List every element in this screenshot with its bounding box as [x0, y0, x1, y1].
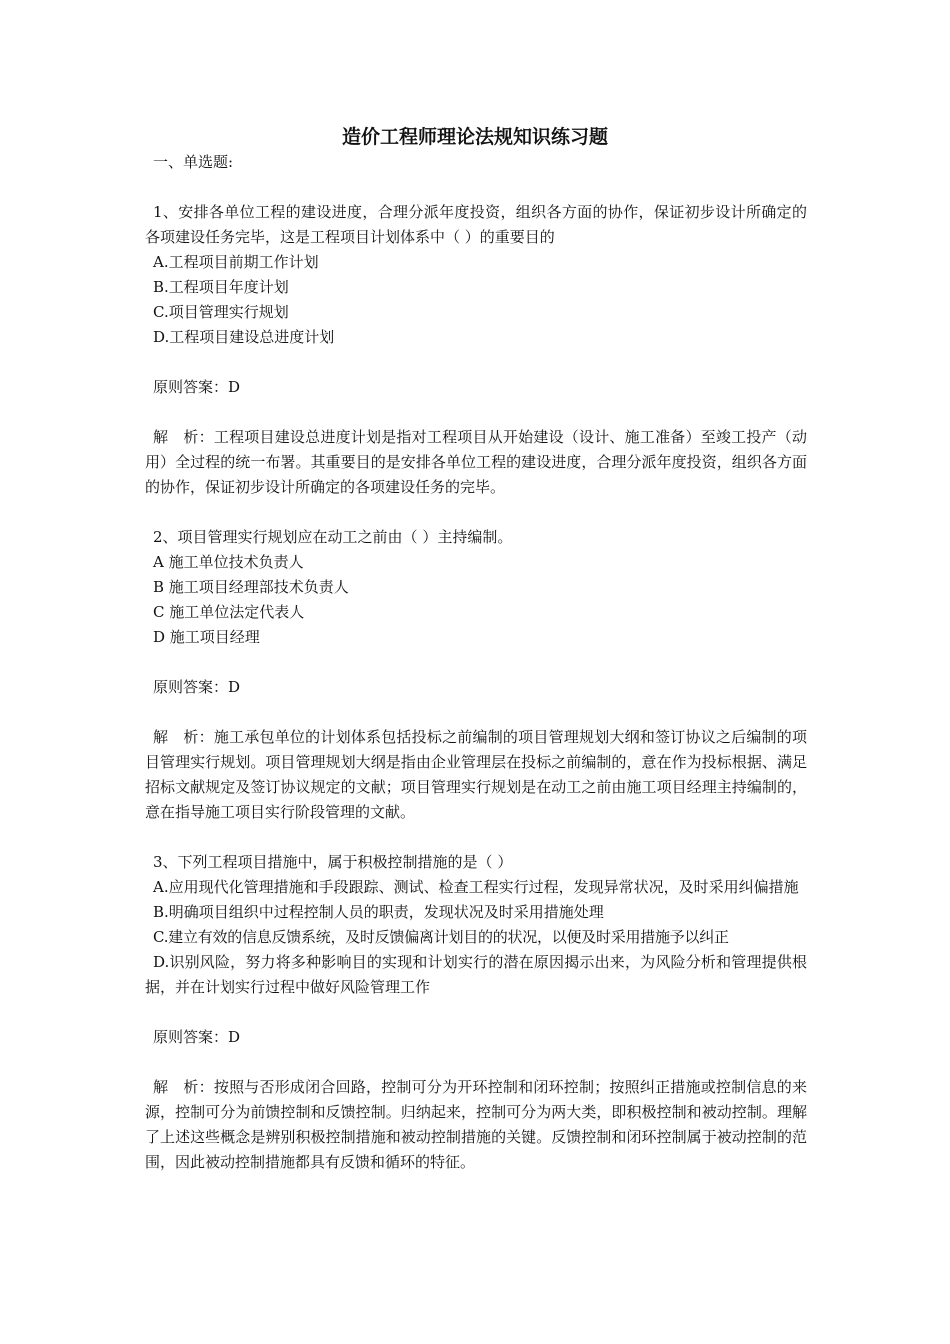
question-3-answer: 原则答案：D: [153, 1028, 241, 1046]
question-1-stem: 1、安排各单位工程的建设进度，合理分派年度投资，组织各方面的协作，保证初步设计所确定的各项建设任务完毕，这是工程项目计划体系中（ ）的重要目的: [145, 203, 807, 246]
question-1-option-d: D.工程项目建设总进度计划: [153, 328, 335, 346]
question-1-analysis: 解 析：工程项目建设总进度计划是指对工程项目从开始建设（设计、施工准备）至竣工投产（动用）全过程的统一布署。其重要目的是安排各单位工程的建设进度，合理分派年度投资，组织各方面的协作，保证初步设计所确定的各项建设任务的完毕。: [145, 428, 807, 496]
question-1-option-a: A.工程项目前期工作计划: [153, 253, 319, 271]
blank-line: [145, 175, 807, 200]
question-3-stem: 3、下列工程项目措施中，属于积极控制措施的是（ ）: [153, 853, 513, 871]
blank-line: [145, 825, 807, 850]
question-3-option-d: D.识别风险，努力将多种影响目的实现和计划实行的潜在原因揭示出来，为风险分析和管理提供根据，并在计划实行过程中做好风险管理工作: [145, 953, 807, 996]
question-3-option-c: C.建立有效的信息反馈系统，及时反馈偏离计划目的的状况，以便及时采用措施予以纠正: [153, 928, 729, 946]
question-3-analysis: 解 析：按照与否形成闭合回路，控制可分为开环控制和闭环控制；按照纠正措施或控制信息的来源，控制可分为前馈控制和反馈控制。归纳起来，控制可分为两大类，即积极控制和被动控制。理解了上述这些概念是辨别积极控制措施和被动控制措施的关键。反馈控制和闭环控制属于被动控制的范围，因此被动控制措施都具有反馈和循环的特征。: [145, 1078, 807, 1171]
blank-line: [145, 400, 807, 425]
blank-line: [145, 1050, 807, 1075]
section-heading: 一、单选题:: [153, 153, 234, 171]
question-2-option-d: D 施工项目经理: [153, 628, 260, 646]
document-title: 造价工程师理论法规知识练习题: [341, 126, 608, 148]
question-2-analysis: 解 析：施工承包单位的计划体系包括投标之前编制的项目管理规划大纲和签订协议之后编制的项目管理实行规划。项目管理规划大纲是指由企业管理层在投标之前编制的，意在作为投标根据、满足招标文献规定及签订协议规定的文献；项目管理实行规划是在动工之前由施工项目经理主持编制的，意在指导施工项目实行阶段管理的文献。: [145, 728, 807, 821]
blank-line: [145, 1000, 807, 1025]
question-3-option-b: B.明确项目组织中过程控制人员的职责，发现状况及时采用措施处理: [153, 903, 604, 921]
question-1-option-b: B.工程项目年度计划: [153, 278, 289, 296]
blank-line: [145, 650, 807, 675]
blank-line: [145, 350, 807, 375]
document-body: [145, 150, 807, 1175]
question-1-option-c: C.项目管理实行规划: [153, 303, 289, 321]
question-2-option-c: C 施工单位法定代表人: [153, 603, 305, 621]
question-2-option-b: B 施工项目经理部技术负责人: [153, 578, 349, 596]
question-2-option-a: A 施工单位技术负责人: [153, 553, 304, 571]
question-2-stem: 2、项目管理实行规划应在动工之前由（ ）主持编制。: [153, 528, 513, 546]
blank-line: [145, 700, 807, 725]
blank-line: [145, 500, 807, 525]
question-3-option-a: A.应用现代化管理措施和手段跟踪、测试、检查工程实行过程，发现异常状况，及时采用纠偏措施: [153, 878, 799, 896]
question-1-answer: 原则答案：D: [153, 378, 241, 396]
question-2-answer: 原则答案：D: [153, 678, 241, 696]
